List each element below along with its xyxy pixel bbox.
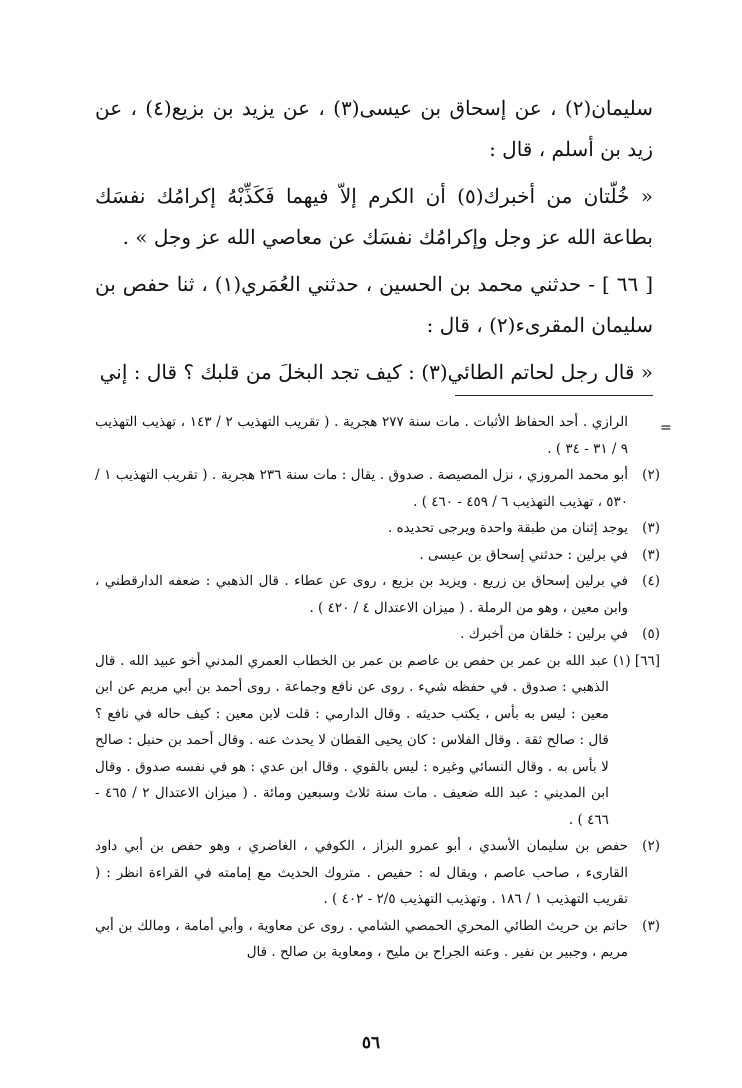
footnote xyxy=(95,515,660,542)
footnote xyxy=(95,542,660,569)
footnote-text: في برلين : خلقان من أخبرك . xyxy=(460,626,628,642)
footnote-number: [٦٦] (١) xyxy=(612,652,660,669)
footnote xyxy=(95,648,660,834)
footnote-text: الرازي . أحد الحفاظ الأثبات . مات سنة ٢٧٧ هجرية . ( تقريب التهذيب ٢ / ١٤٣ ، تهذيب التهذيب ٩ / ٣١ - ٣٤ ) . xyxy=(95,414,628,457)
footnote-text: يوجد إثنان من طبقة واحدة ويرجى تحديده . xyxy=(387,520,628,536)
footnote-text: أبو محمد المروزي ، نزل المصيصة . صدوق . يقال : مات سنة ٢٣٦ هجرية . ( تقريب التهذيب ١ / ٥٣٠ ، تهذيب التهذيب ٦ / ٤٥٩ - ٤٦٠ ) . xyxy=(95,467,628,510)
footnote xyxy=(95,833,660,913)
footnote-text: في برلين إسحاق بن زريع . ويزيد بن بزيع ، روى عن عطاء . قال الذهبي : ضعفه الدارقطني ، وابن معين ، وهو من الرملة . ( ميزان الاعتدال ٤ / ٤٢٠ ) . xyxy=(95,573,628,616)
footnote xyxy=(95,913,660,966)
footnote-number: (٣) xyxy=(642,520,660,536)
main-paragraph-3: [ ٦٦ ] - حدثني محمد بن الحسين ، حدثني العُمَري(١) ، ثنا حفص بن سليمان المقرىء(٢) ، قال : xyxy=(95,272,653,337)
footnote-number: (٤) xyxy=(642,573,660,589)
footnotes xyxy=(95,409,660,966)
footnote-number: (٣) xyxy=(642,917,660,934)
footnote xyxy=(95,568,660,621)
continuation-mark: = xyxy=(660,420,672,436)
footnote xyxy=(95,621,660,648)
footnote-text: حاتم بن حريث الطائي المحري الحمصي الشامي . روى عن معاوية ، وأبي أمامة ، ومالك بن أبي مريم ، وجبير بن نفير . وعنه الجراح بن مليح ، ومعاوية بن صالح . قال xyxy=(95,917,628,960)
footnote-number: (٢) xyxy=(642,838,660,854)
footnote-number: (٣) xyxy=(642,546,660,563)
footnote-text: عبد الله بن عمر بن حفص بن عاصم بن عمر بن الخطاب العمري المدني أخو عبيد الله . قال الذهبي : صدوق . في حفظه شيء . روى عن نافع وجماعة . روى أحمد بن أبي مريم عن ابن معين : ليس به بأس ، يكتب حديثه . وقال الدارمي : قلت لابن معين : كيف حاله في نافع ؟ قال : صالح ثقة . وقال الفلاس : كان يحيى القطان لا يحدث عنه . وقال أحمد بن حنبل : صالح لا بأس به . وقال النسائي وغيره : ليس بالقوي . وقال ابن عدي : هو في نفسه صدوق . وقال ابن المديني : عبد الله ضعيف . مات سنة ثلاث وسبعين ومائة . ( ميزان الاعتدال ٢ / ٤٦٥ - ٤٦٦ ) . xyxy=(95,652,609,828)
footnote-divider xyxy=(455,395,653,396)
footnote-text: حفص بن سليمان الأسدي ، أبو عمرو البزاز ، الكوفي ، الغاضري ، وهو حفص بن أبي داود القارىء ، صاحب عاصم ، ويقال له : حفيص . متروك الحديث مع إمامته في القراءة انظر : ( تقريب التهذيب ١ / ١٨٦ . وتهذيب التهذيب ٢/٥ - ٤٠٢ ) . xyxy=(95,838,628,907)
footnote-text: في برلين : حدثني إسحاق بن عيسى . xyxy=(419,546,628,563)
main-text xyxy=(95,88,653,399)
footnote-number: (٢) xyxy=(642,467,660,483)
page-number: ٥٦ xyxy=(361,1033,381,1053)
footnote xyxy=(95,462,660,515)
footnote-number: (٥) xyxy=(642,626,660,642)
main-paragraph-1: سليمان(٢) ، عن إسحاق بن عيسى(٣) ، عن يزيد بن بزيع(٤) ، عن زيد بن أسلم ، قال : xyxy=(95,96,653,161)
footnote xyxy=(95,409,660,462)
main-paragraph-4: « قال رجل لحاتم الطائي(٣) : كيف تجد البخلَ من قلبك ؟ قال : إني xyxy=(99,360,653,384)
main-paragraph-2: « خُلّتان من أخبرك(٥) أن الكرم إلاّ فيهما فَكَذِّبْهُ إكرامُك نفسَك بطاعة الله عز وجل وإكرامُك نفسَك عن معاصي الله عز وجل » . xyxy=(95,184,654,249)
